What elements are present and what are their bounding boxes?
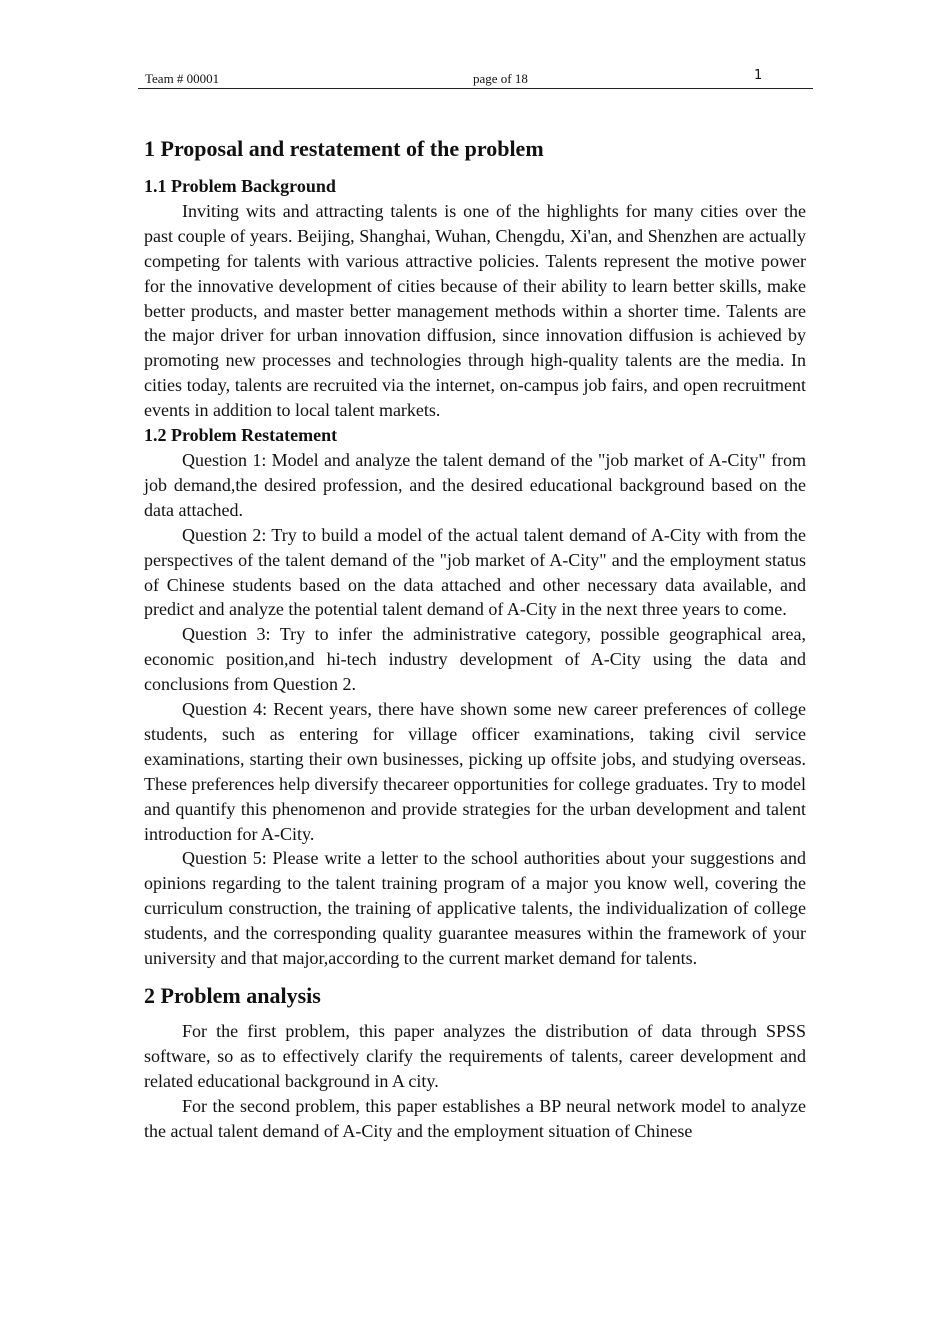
page-number: 1 <box>754 68 763 83</box>
background-paragraph: Inviting wits and attracting talents is one of the highlights for many cities over the past couple of years. Beijing, Shanghai, Wuhan, Chengdu, Xi'an, and Shenzhen are actually competing for talents with various attractive policies. Talents represent the motive power for the innovative development of cities because of their ability to learn better skills, make better products, and master better management methods within a shorter time. Talents are the major driver for urban innovation diffusion, since innovation diffusion is achieved by promoting new processes and technologies through high-quality talents are the media. In cities today, talents are recruited via the internet, on-campus job fairs, and open recruitment events in addition to local talent markets. <box>144 200 806 421</box>
team-number: Team # 00001 <box>145 71 220 86</box>
question-3-paragraph: Question 3: Try to infer the administrative category, possible geographical area, economic position,and hi-tech industry development of A-City using the data and conclusions from Question 2. <box>144 624 806 695</box>
paper-body <box>144 134 806 1144</box>
analysis-paragraph-1: For the first problem, this paper analyzes the distribution of data through SPSS software, so as to effectively clarify the requirements of talents, career development and related educational background in A city. <box>144 1021 806 1091</box>
question-5-paragraph: Question 5: Please write a letter to the school authorities about your suggestions and opinions regarding to the talent training program of a major you know well, covering the curriculum construction, the training of applicative talents, the individualization of college students, and the corresponding quality guarantee measures within the framework of your university and that major,according to the current market demand for talents. <box>144 848 806 969</box>
question-1-paragraph: Question 1: Model and analyze the talent demand of the "job market of A-City" from job demand,the desired profession, and the desired educational background based on the data attached. <box>144 449 806 520</box>
question-2-paragraph: Question 2: Try to build a model of the actual talent demand of A-City with from the perspectives of the talent demand of the "job market of A-City" and the employment status of Chinese students based on the data attached and other necessary data available, and predict and analyze the potential talent demand of A-City in the next three years to come. <box>144 524 806 620</box>
page-label: page of 18 <box>473 71 528 86</box>
subsection-1-1-title: 1.1 Problem Background <box>144 176 336 196</box>
analysis-paragraph-2: For the second problem, this paper establishes a BP neural network model to analyze the actual talent demand of A-City and the employment situation of Chinese <box>144 1095 806 1141</box>
section-1-title: 1 Proposal and restatement of the problem <box>144 136 544 161</box>
page-header <box>138 64 813 89</box>
question-4-paragraph: Question 4: Recent years, there have shown some new career preferences of college students, such as entering for village officer examinations, taking civil service examinations, starting their own businesses, picking up offsite jobs, and studying overseas. These preferences help diversify thecareer opportunities for college graduates. Try to model and quantify this phenomenon and provide strategies for the urban development and talent introduction for A-City. <box>144 699 806 844</box>
section-2-title: 2 Problem analysis <box>144 983 321 1008</box>
subsection-1-2-title: 1.2 Problem Restatement <box>144 425 338 446</box>
